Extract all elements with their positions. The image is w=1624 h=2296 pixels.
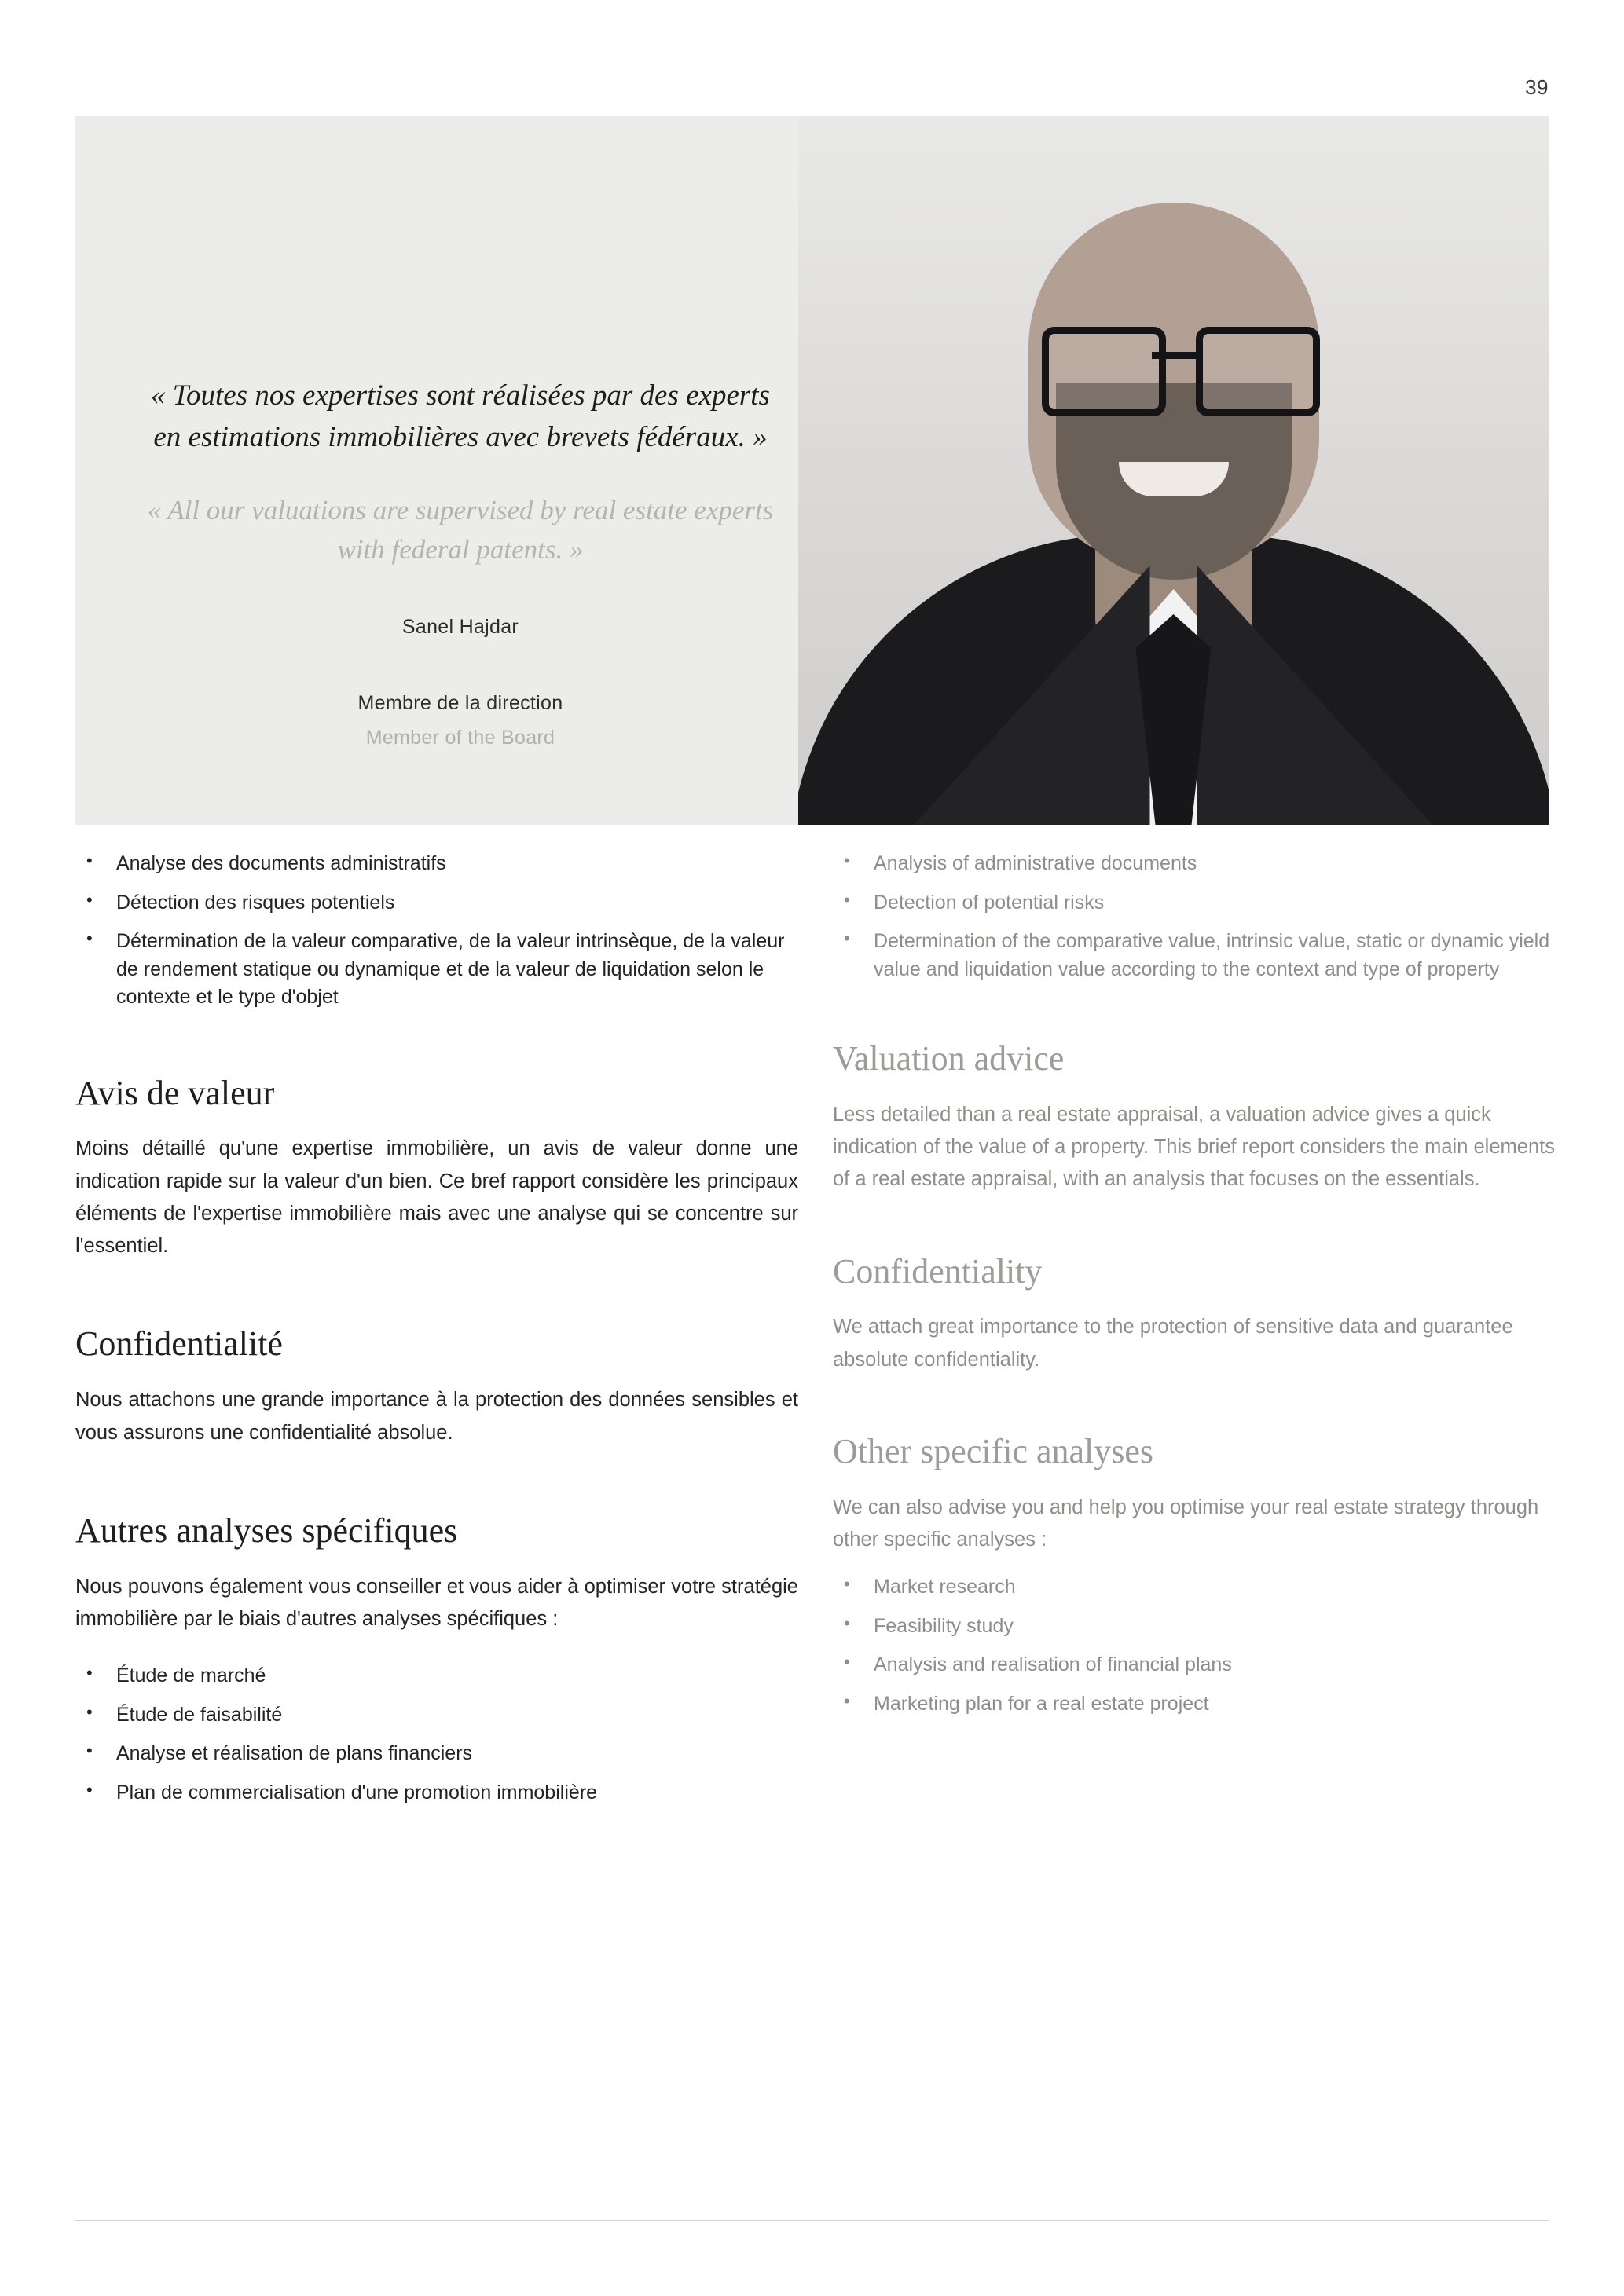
page-number: 39 (1525, 75, 1549, 99)
hero-quote-en: « All our valuations are supervised by real estate experts with federal patents. » (147, 495, 774, 565)
section-body-confidentialite: Nous attachons une grande importance à la protection des données sensibles et vous assurons une confidentialité absolue. (75, 1389, 798, 1444)
hero-banner (75, 116, 1549, 825)
portrait-photo (798, 116, 1549, 825)
hero-person-role-fr: Membre de la direction (357, 691, 563, 714)
list-item: • Analyse des documents administratifs (75, 850, 798, 878)
section-heading-valuation-advice: Valuation advice (833, 1039, 1065, 1078)
section-body-avis-de-valeur: Moins détaillé qu'une expertise immobilière, un avis de valeur donne une indication rapide sur la valeur d'un bien. Ce bref rapport considère les principaux éléments de l'expertise immobilière mais avec une analyse qui se concentre sur l'essentiel. (75, 1137, 798, 1258)
list-item: • Analysis of administrative documents (833, 850, 1556, 878)
list-item: • Analyse et réalisation de plans financiers (75, 1740, 798, 1768)
glasses-bridge-icon (1152, 352, 1196, 359)
list-item: • Plan de commercialisation d'une promotion immobilière (75, 1779, 798, 1807)
section-body-confidentiality: We attach great importance to the protection of sensitive data and guarantee absolute confidentiality. (833, 1316, 1513, 1371)
hero-person-role-en: Member of the Board (365, 727, 555, 749)
analyses-bullet-list-en (833, 1573, 1556, 1718)
hero-person-name: Sanel Hajdar (401, 616, 519, 639)
section-heading-confidentialite: Confidentialité (75, 1324, 283, 1364)
glasses-right-lens-icon (1196, 327, 1320, 416)
hero-text-block (75, 375, 845, 756)
section-heading-confidentiality: Confidentiality (833, 1251, 1043, 1291)
section-heading-autres-analyses: Autres analyses spécifiques (75, 1511, 458, 1550)
list-item: • Analysis and realisation of financial plans (833, 1651, 1556, 1679)
section-body-autres-analyses: Nous pouvons également vous conseiller et vous aider à optimiser votre stratégie immobilière par le biais d'autres analyses spécifiques : (75, 1575, 798, 1630)
list-item: • Détermination de la valeur comparative, de la valeur intrinsèque, de la valeur de rendement statique ou dynamique et de la valeur de liquidation selon le contexte et le type d'objet (75, 928, 798, 1012)
list-item: • Feasibility study (833, 1613, 1556, 1641)
section-body-other-specific-analyses: We can also advise you and help you optimise your real estate strategy through other specific analyses : (833, 1496, 1539, 1551)
list-item: • Determination of the comparative value, intrinsic value, static or dynamic yield value and liquidation value according to the context and type of property (833, 928, 1556, 983)
footer-divider (75, 2220, 1549, 2221)
list-item: • Détection des risques potentiels (75, 889, 798, 917)
glasses-left-lens-icon (1042, 327, 1166, 416)
portrait-smile (1119, 462, 1229, 496)
section-body-valuation-advice: Less detailed than a real estate appraisal, a valuation advice gives a quick indication of the value of a property. This brief report considers the main elements of a real estate appraisal, with an analysis that focuses on the essentials. (833, 1103, 1555, 1191)
list-item: • Detection of potential risks (833, 889, 1556, 917)
list-item: • Market research (833, 1573, 1556, 1602)
hero-quote-fr: « Toutes nos expertises sont réalisées par des experts en estimations immobilières avec brevets fédéraux. » (151, 379, 770, 453)
column-french (75, 850, 798, 1818)
intro-bullet-list-fr (75, 850, 798, 1012)
column-english (833, 850, 1556, 1729)
section-heading-other-specific-analyses: Other specific analyses (833, 1432, 1154, 1471)
analyses-bullet-list-fr (75, 1662, 798, 1807)
list-item: • Marketing plan for a real estate project (833, 1690, 1556, 1719)
section-heading-avis-de-valeur: Avis de valeur (75, 1073, 275, 1112)
list-item: • Étude de faisabilité (75, 1701, 798, 1730)
list-item: • Étude de marché (75, 1662, 798, 1690)
intro-bullet-list-en (833, 850, 1556, 983)
